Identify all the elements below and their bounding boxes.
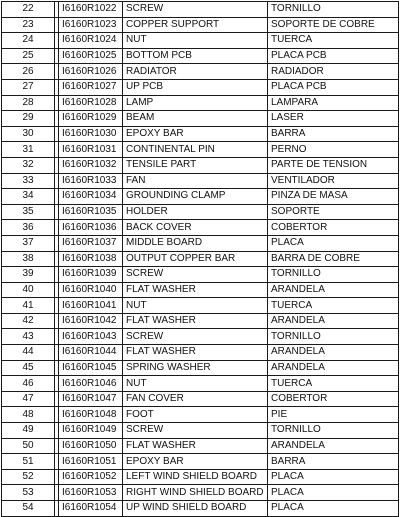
table-row xyxy=(2,391,399,407)
table-row xyxy=(2,33,399,49)
spanish-description-cell: ARANDELA xyxy=(268,345,399,361)
item-number-cell: 27 xyxy=(2,79,55,95)
item-number-cell: 25 xyxy=(2,48,55,64)
spanish-description-cell: TORNILLO xyxy=(268,267,399,283)
spanish-description-cell: PLACA PCB xyxy=(268,48,399,64)
parts-table-body xyxy=(2,2,399,517)
table-row xyxy=(2,469,399,485)
item-number-cell: 30 xyxy=(2,126,55,142)
item-number-cell: 52 xyxy=(2,469,55,485)
description-cell: HOLDER xyxy=(123,204,268,220)
item-number-cell: 49 xyxy=(2,423,55,439)
spanish-description-cell: PLACA PCB xyxy=(268,79,399,95)
table-row xyxy=(2,376,399,392)
description-cell: EPOXY BAR xyxy=(123,126,268,142)
item-number-cell: 53 xyxy=(2,485,55,501)
part-code-cell: I6160R1033 xyxy=(59,173,123,189)
item-number-cell: 35 xyxy=(2,204,55,220)
description-cell: EPOXY BAR xyxy=(123,454,268,470)
table-row xyxy=(2,2,399,18)
item-number-cell: 41 xyxy=(2,298,55,314)
table-row xyxy=(2,126,399,142)
item-number-cell: 29 xyxy=(2,111,55,127)
part-code-cell: I6160R1030 xyxy=(59,126,123,142)
description-cell: FAN xyxy=(123,173,268,189)
table-row xyxy=(2,454,399,470)
description-cell: SCREW xyxy=(123,329,268,345)
part-code-cell: I6160R1043 xyxy=(59,329,123,345)
part-code-cell: I6160R1050 xyxy=(59,438,123,454)
spanish-description-cell: PLACA xyxy=(268,235,399,251)
table-row xyxy=(2,157,399,173)
part-code-cell: I6160R1035 xyxy=(59,204,123,220)
part-code-cell: I6160R1039 xyxy=(59,267,123,283)
table-row xyxy=(2,48,399,64)
description-cell: BACK COVER xyxy=(123,220,268,236)
spanish-description-cell: TORNILLO xyxy=(268,2,399,18)
spanish-description-cell: PLACA xyxy=(268,469,399,485)
table-row xyxy=(2,438,399,454)
item-number-cell: 36 xyxy=(2,220,55,236)
item-number-cell: 24 xyxy=(2,33,55,49)
item-number-cell: 43 xyxy=(2,329,55,345)
table-row xyxy=(2,235,399,251)
table-row xyxy=(2,251,399,267)
part-code-cell: I6160R1023 xyxy=(59,17,123,33)
spanish-description-cell: LAMPARA xyxy=(268,95,399,111)
description-cell: OUTPUT COPPER BAR xyxy=(123,251,268,267)
part-code-cell: I6160R1047 xyxy=(59,391,123,407)
part-code-cell: I6160R1037 xyxy=(59,235,123,251)
spanish-description-cell: COBERTOR xyxy=(268,391,399,407)
table-row xyxy=(2,407,399,423)
spanish-description-cell: ARANDELA xyxy=(268,282,399,298)
table-row xyxy=(2,204,399,220)
table-row xyxy=(2,95,399,111)
item-number-cell: 28 xyxy=(2,95,55,111)
part-code-cell: I6160R1028 xyxy=(59,95,123,111)
table-row xyxy=(2,220,399,236)
description-cell: TENSILE PART xyxy=(123,157,268,173)
description-cell: COPPER SUPPORT xyxy=(123,17,268,33)
description-cell: FLAT WASHER xyxy=(123,313,268,329)
part-code-cell: I6160R1036 xyxy=(59,220,123,236)
table-row xyxy=(2,267,399,283)
description-cell: NUT xyxy=(123,376,268,392)
spanish-description-cell: SOPORTE xyxy=(268,204,399,220)
description-cell: GROUNDING CLAMP xyxy=(123,189,268,205)
spanish-description-cell: PINZA DE MASA xyxy=(268,189,399,205)
item-number-cell: 23 xyxy=(2,17,55,33)
spanish-description-cell: TORNILLO xyxy=(268,423,399,439)
description-cell: MIDDLE BOARD xyxy=(123,235,268,251)
item-number-cell: 32 xyxy=(2,157,55,173)
part-code-cell: I6160R1029 xyxy=(59,111,123,127)
item-number-cell: 44 xyxy=(2,345,55,361)
spanish-description-cell: ARANDELA xyxy=(268,313,399,329)
item-number-cell: 54 xyxy=(2,501,55,517)
spanish-description-cell: TORNILLO xyxy=(268,329,399,345)
table-row xyxy=(2,329,399,345)
table-row xyxy=(2,501,399,517)
item-number-cell: 37 xyxy=(2,235,55,251)
description-cell: NUT xyxy=(123,33,268,49)
part-code-cell: I6160R1040 xyxy=(59,282,123,298)
description-cell: CONTINENTAL PIN xyxy=(123,142,268,158)
description-cell: UP WIND SHIELD BOARD xyxy=(123,501,268,517)
part-code-cell: I6160R1038 xyxy=(59,251,123,267)
item-number-cell: 26 xyxy=(2,64,55,80)
part-code-cell: I6160R1032 xyxy=(59,157,123,173)
item-number-cell: 46 xyxy=(2,376,55,392)
table-row xyxy=(2,17,399,33)
part-code-cell: I6160R1051 xyxy=(59,454,123,470)
description-cell: BEAM xyxy=(123,111,268,127)
item-number-cell: 38 xyxy=(2,251,55,267)
description-cell: SCREW xyxy=(123,267,268,283)
description-cell: UP PCB xyxy=(123,79,268,95)
part-code-cell: I6160R1041 xyxy=(59,298,123,314)
table-row xyxy=(2,79,399,95)
item-number-cell: 45 xyxy=(2,360,55,376)
description-cell: LEFT WIND SHIELD BOARD xyxy=(123,469,268,485)
part-code-cell: I6160R1045 xyxy=(59,360,123,376)
description-cell: FAN COVER xyxy=(123,391,268,407)
item-number-cell: 40 xyxy=(2,282,55,298)
spanish-description-cell: BARRA xyxy=(268,454,399,470)
description-cell: SCREW xyxy=(123,423,268,439)
part-code-cell: I6160R1034 xyxy=(59,189,123,205)
spanish-description-cell: BARRA xyxy=(268,126,399,142)
spanish-description-cell: RADIADOR xyxy=(268,64,399,80)
spanish-description-cell: PIE xyxy=(268,407,399,423)
spanish-description-cell: COBERTOR xyxy=(268,220,399,236)
part-code-cell: I6160R1027 xyxy=(59,79,123,95)
description-cell: BOTTOM PCB xyxy=(123,48,268,64)
description-cell: SCREW xyxy=(123,2,268,18)
description-cell: FLAT WASHER xyxy=(123,282,268,298)
description-cell: FLAT WASHER xyxy=(123,345,268,361)
part-code-cell: I6160R1031 xyxy=(59,142,123,158)
description-cell: LAMP xyxy=(123,95,268,111)
part-code-cell: I6160R1048 xyxy=(59,407,123,423)
part-code-cell: I6160R1053 xyxy=(59,485,123,501)
part-code-cell: I6160R1024 xyxy=(59,33,123,49)
table-row xyxy=(2,111,399,127)
table-row xyxy=(2,485,399,501)
part-code-cell: I6160R1054 xyxy=(59,501,123,517)
part-code-cell: I6160R1052 xyxy=(59,469,123,485)
part-code-cell: I6160R1042 xyxy=(59,313,123,329)
item-number-cell: 51 xyxy=(2,454,55,470)
parts-table xyxy=(1,1,399,517)
table-row xyxy=(2,423,399,439)
part-code-cell: I6160R1044 xyxy=(59,345,123,361)
item-number-cell: 47 xyxy=(2,391,55,407)
item-number-cell: 31 xyxy=(2,142,55,158)
table-row xyxy=(2,345,399,361)
part-code-cell: I6160R1046 xyxy=(59,376,123,392)
item-number-cell: 33 xyxy=(2,173,55,189)
table-row xyxy=(2,142,399,158)
table-row xyxy=(2,64,399,80)
description-cell: FOOT xyxy=(123,407,268,423)
description-cell: RIGHT WIND SHIELD BOARD xyxy=(123,485,268,501)
spanish-description-cell: VENTILADOR xyxy=(268,173,399,189)
spanish-description-cell: SOPORTE DE COBRE xyxy=(268,17,399,33)
spanish-description-cell: ARANDELA xyxy=(268,360,399,376)
item-number-cell: 42 xyxy=(2,313,55,329)
spanish-description-cell: TUERCA xyxy=(268,298,399,314)
spanish-description-cell: TUERCA xyxy=(268,376,399,392)
spanish-description-cell: BARRA DE COBRE xyxy=(268,251,399,267)
spanish-description-cell: PERNO xyxy=(268,142,399,158)
part-code-cell: I6160R1049 xyxy=(59,423,123,439)
description-cell: SPRING WASHER xyxy=(123,360,268,376)
item-number-cell: 39 xyxy=(2,267,55,283)
description-cell: RADIATOR xyxy=(123,64,268,80)
spanish-description-cell: LASER xyxy=(268,111,399,127)
part-code-cell: I6160R1026 xyxy=(59,64,123,80)
part-code-cell: I6160R1022 xyxy=(59,2,123,18)
spanish-description-cell: PARTE DE TENSION xyxy=(268,157,399,173)
description-cell: NUT xyxy=(123,298,268,314)
table-row xyxy=(2,313,399,329)
item-number-cell: 50 xyxy=(2,438,55,454)
item-number-cell: 48 xyxy=(2,407,55,423)
item-number-cell: 34 xyxy=(2,189,55,205)
item-number-cell: 22 xyxy=(2,2,55,18)
table-row xyxy=(2,360,399,376)
table-row xyxy=(2,189,399,205)
description-cell: FLAT WASHER xyxy=(123,438,268,454)
table-row xyxy=(2,173,399,189)
spanish-description-cell: TUERCA xyxy=(268,33,399,49)
table-row xyxy=(2,282,399,298)
spanish-description-cell: PLACA xyxy=(268,485,399,501)
part-code-cell: I6160R1025 xyxy=(59,48,123,64)
spanish-description-cell: ARANDELA xyxy=(268,438,399,454)
table-row xyxy=(2,298,399,314)
spanish-description-cell: PLACA xyxy=(268,501,399,517)
